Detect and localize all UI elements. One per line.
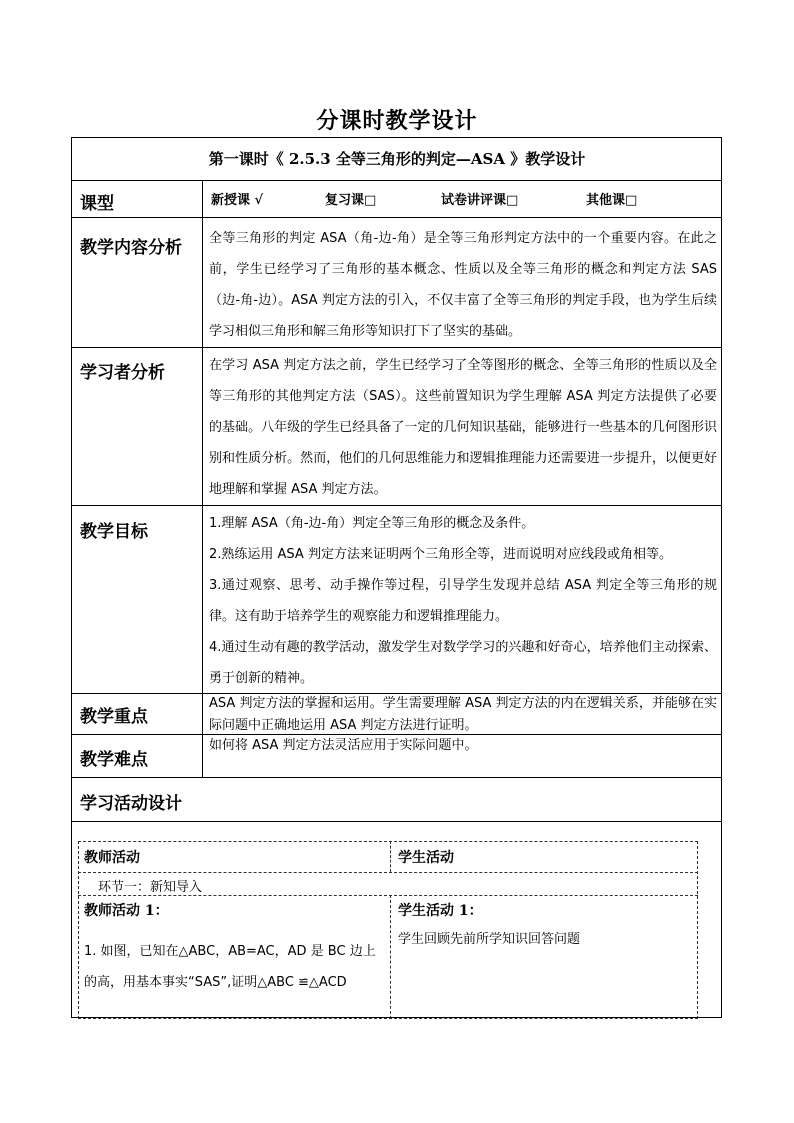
objective-item: 1.理解 ASA（角-边-角）判定全等三角形的概念及条件。 (209, 516, 535, 531)
activity-design-label: 学习活动设计 (80, 794, 182, 814)
content-analysis-label: 教学内容分析 (80, 238, 182, 258)
teacher-activity-text: 1. 如图，已知在△ABC，AB=AC，AD 是 BC 边上的高，用基本事实“SAS”,证明△ABC ≌△ACD (84, 944, 376, 990)
key-points-text: ASA 判定方法的掌握和运用。学生需要理解 ASA 判定方法的内在逻辑关系，并能够在实际问题中正确地运用 ASA 判定方法进行证明。 (209, 696, 717, 733)
row-divider (71, 217, 722, 218)
lesson-title: 第一课时《 2.5.3 全等三角形的判定—ASA 》教学设计 (208, 150, 586, 168)
page-title: 分课时教学设计 (316, 108, 478, 134)
course-type-new: 新授课 √ (211, 193, 264, 208)
content-analysis-text: 全等三角形的判定 ASA（角-边-角）是全等三角形判定方法中的一个重要内容。在此之前，学生已经学习了三角形的基本概念、性质以及全等三角形的概念和判定方法 SAS（边-角-边）。ASA 判定方法的引入，不仅丰富了全等三角形的判定手段，也为学生后续学习相似三角形和解三角形等知识打下了坚实的基础。 (209, 231, 717, 339)
row-divider (71, 180, 722, 181)
activity-column-divider (390, 895, 391, 1019)
objective-item: 3.通过观察、思考、动手操作等过程，引导学生发现并总结 ASA 判定全等三角形的规律。这有助于培养学生的观察能力和逻辑推理能力。 (209, 578, 717, 624)
course-type-label: 课型 (80, 194, 114, 214)
activity-column-divider (390, 841, 391, 872)
student-activity-title: 学生活动 1： (398, 903, 483, 919)
difficulties-label: 教学难点 (80, 750, 148, 770)
learner-analysis-label: 学习者分析 (80, 363, 165, 383)
teacher-activity-title: 教师活动 1： (84, 903, 169, 919)
activity-divider (78, 895, 698, 896)
row-divider (71, 777, 722, 778)
objectives-list (209, 508, 717, 694)
course-type-exam-review: 试卷讲评课□ (441, 193, 519, 208)
row-divider (71, 821, 722, 822)
student-activity-header: 学生活动 (398, 850, 454, 866)
course-type-review: 复习课□ (325, 193, 377, 208)
difficulties-text: 如何将 ASA 判定方法灵活应用于实际问题中。 (209, 738, 478, 753)
learner-analysis-text: 在学习 ASA 判定方法之前，学生已经学习了全等图形的概念、全等三角形的性质以及全等三角形的其他判定方法（SAS）。这些前置知识为学生理解 ASA 判定方法提供了必要的基础。八年级的学生已经具备了一定的几何知识基础，能够进行一些基本的几何图形识别和性质分析。然而，他们的几何思维能力和逻辑推理能力还需要进一步提升，以便更好地理解和掌握 ASA 判定方法。 (209, 358, 717, 497)
row-divider (71, 505, 722, 506)
section-label: 环节一：新知导入 (98, 880, 203, 895)
student-activity-text: 学生回顾先前所学知识回答问题 (398, 932, 581, 947)
objective-item: 2.熟练运用 ASA 判定方法来证明两个三角形全等，进而说明对应线段或角相等。 (209, 547, 672, 562)
column-divider (202, 180, 203, 777)
course-type-other: 其他课□ (586, 193, 638, 208)
objective-item: 4.通过生动有趣的教学活动，激发学生对数学学习的兴趣和好奇心，培养他们主动探索、勇于创新的精神。 (209, 640, 717, 686)
teacher-activity-header: 教师活动 (84, 850, 140, 866)
key-points-label: 教学重点 (80, 707, 148, 727)
objectives-label: 教学目标 (80, 522, 148, 542)
activity-divider (78, 872, 698, 873)
row-divider (71, 347, 722, 348)
